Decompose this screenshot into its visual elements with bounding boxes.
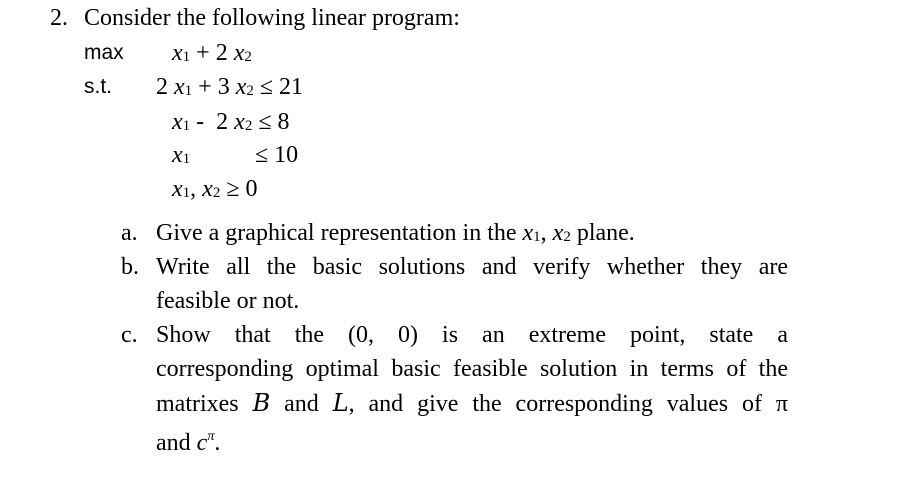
constraint-1 bbox=[156, 72, 303, 106]
text-segment: Give a graphical representation in the bbox=[156, 220, 523, 246]
problem-number: 2. bbox=[50, 5, 68, 31]
var-x2: x bbox=[235, 74, 247, 100]
subscript: 1 bbox=[184, 83, 193, 99]
var-x1: x bbox=[172, 40, 183, 66]
item-c-line-3 bbox=[156, 388, 788, 419]
item-b-line-2: feasible or not. bbox=[156, 288, 300, 314]
separator: , bbox=[190, 176, 203, 202]
operator-text: + 3 bbox=[192, 74, 236, 100]
constraint-2 bbox=[172, 107, 289, 141]
var-x2: x bbox=[234, 109, 245, 135]
matrix-B: B bbox=[252, 389, 271, 417]
item-a-marker: a. bbox=[121, 220, 138, 246]
relation: ≤ 21 bbox=[253, 74, 304, 100]
var-x1: x bbox=[172, 109, 183, 135]
constraint-nonnegativity bbox=[172, 174, 257, 208]
text-segment: and bbox=[270, 391, 333, 417]
constraint-3-relation: ≤ 10 bbox=[255, 142, 299, 168]
operator-text: - 2 bbox=[190, 109, 235, 135]
subscript: 1 bbox=[533, 229, 541, 245]
text-segment: , and give the corresponding values of bbox=[348, 391, 776, 417]
separator: , bbox=[540, 220, 553, 246]
relation: ≤ 8 bbox=[252, 109, 290, 135]
operator-text: + 2 bbox=[190, 40, 234, 66]
var-x1: x bbox=[522, 220, 534, 246]
subscript: 2 bbox=[212, 185, 221, 201]
coef: 2 bbox=[156, 74, 174, 100]
subscript: 1 bbox=[182, 151, 191, 167]
text-segment: plane. bbox=[570, 220, 635, 246]
objective bbox=[172, 38, 252, 72]
text-segment: matrixes bbox=[156, 391, 253, 417]
var-x1: x bbox=[172, 142, 183, 168]
subscript: 1 bbox=[182, 185, 191, 201]
item-c-marker: c. bbox=[121, 322, 138, 348]
item-c-line-1: Show that the (0, 0) is an extreme point, state a bbox=[156, 322, 788, 348]
text-segment: and bbox=[156, 430, 197, 456]
superscript-pi: π bbox=[207, 429, 215, 444]
item-c-line-4 bbox=[156, 422, 220, 458]
var-x2: x bbox=[202, 176, 213, 202]
matrix-L: L bbox=[332, 389, 349, 417]
var-x1: x bbox=[174, 74, 185, 100]
item-b-marker: b. bbox=[121, 254, 139, 280]
subscript: 1 bbox=[182, 49, 191, 65]
subscript: 1 bbox=[182, 118, 191, 134]
var-x2: x bbox=[552, 220, 564, 246]
item-b-line-1: Write all the basic solutions and verify whether they are bbox=[156, 254, 788, 280]
constraint-3-var bbox=[172, 140, 190, 174]
var-x2: x bbox=[233, 40, 245, 66]
subscript: 2 bbox=[563, 229, 571, 245]
var-x1: x bbox=[172, 176, 183, 202]
subscript: 2 bbox=[246, 83, 254, 99]
text-segment: . bbox=[214, 430, 221, 456]
subscript: 2 bbox=[244, 118, 253, 134]
problem-intro: Consider the following linear program: bbox=[84, 5, 460, 31]
st-label: s.t. bbox=[84, 75, 113, 98]
max-label: max bbox=[84, 41, 124, 64]
item-a-text bbox=[156, 218, 635, 252]
var-c: c bbox=[196, 430, 208, 456]
subscript: 2 bbox=[244, 49, 252, 65]
pi-symbol: π bbox=[775, 391, 789, 417]
item-c-line-2: corresponding optimal basic feasible solution in terms of the bbox=[156, 356, 788, 382]
relation: ≥ 0 bbox=[220, 176, 258, 202]
